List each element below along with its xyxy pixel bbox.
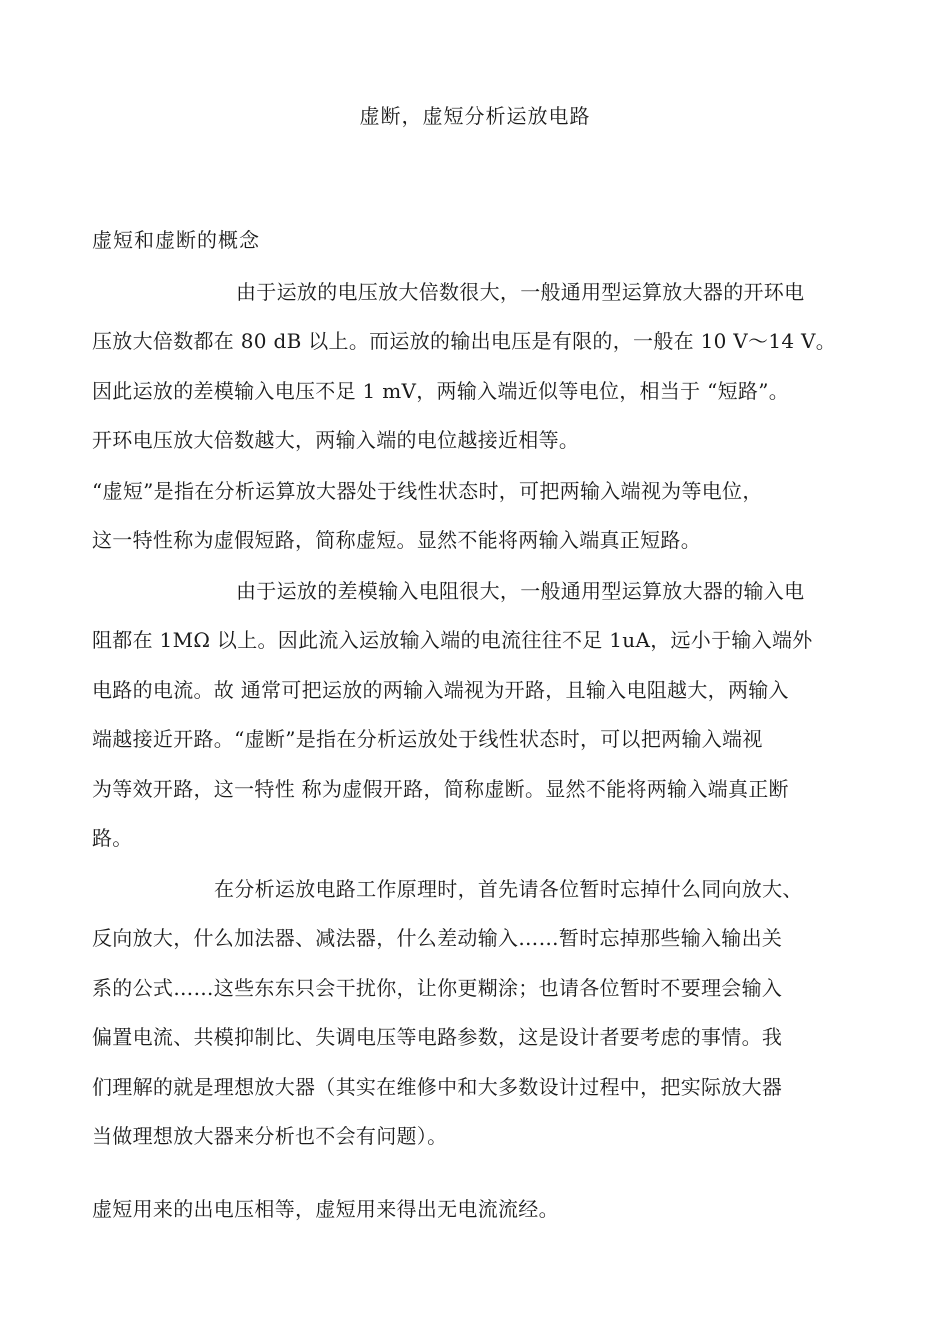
paragraph-line: 路。 bbox=[92, 826, 133, 850]
paragraph-line: 为等效开路，这一特性 称为虚假开路，简称虚断。显然不能将两输入端真正断 bbox=[92, 777, 789, 801]
paragraph-line: 们理解的就是理想放大器（其实在维修中和大多数设计过程中，把实际放大器 bbox=[92, 1075, 783, 1099]
paragraph-line: 由于运放的电压放大倍数很大，一般通用型运算放大器的开环电 bbox=[236, 280, 805, 304]
closing-line: 虚短用来的出电压相等，虚短用来得出无电流流经。 bbox=[92, 1197, 559, 1221]
section-heading: 虚短和虚断的概念 bbox=[92, 228, 260, 252]
paragraph-line: 这一特性称为虚假短路，简称虚短。显然不能将两输入端真正短路。 bbox=[92, 528, 701, 552]
paragraph-line: 因此运放的差模输入电压不足 1 mV，两输入端近似等电位，相当于 “短路”。 bbox=[92, 379, 790, 403]
paragraph-line: 电路的电流。故 通常可把运放的两输入端视为开路，且输入电阻越大，两输入 bbox=[92, 678, 789, 702]
document-title: 虚断，虚短分析运放电路 bbox=[359, 104, 591, 128]
paragraph-line: 在分析运放电路工作原理时，首先请各位暂时忘掉什么同向放大、 bbox=[214, 877, 803, 901]
paragraph-line: “虚短”是指在分析运算放大器处于线性状态时，可把两输入端视为等电位， bbox=[92, 479, 763, 503]
paragraph-line: 偏置电流、共模抑制比、失调电压等电路参数，这是设计者要考虑的事情。我 bbox=[92, 1025, 783, 1049]
paragraph-line: 端越接近开路。“虚断”是指在分析运放处于线性状态时，可以把两输入端视 bbox=[92, 727, 763, 751]
paragraph-line: 当做理想放大器来分析也不会有问题）。 bbox=[92, 1124, 448, 1148]
paragraph-line: 反向放大，什么加法器、减法器，什么差动输入……暂时忘掉那些输入输出关 bbox=[92, 926, 783, 950]
paragraph-line: 系的公式……这些东东只会干扰你，让你更糊涂；也请各位暂时不要理会输入 bbox=[92, 976, 783, 1000]
paragraph-line: 开环电压放大倍数越大，两输入端的电位越接近相等。 bbox=[92, 428, 580, 452]
paragraph-line: 压放大倍数都在 80 dB 以上。而运放的输出电压是有限的，一般在 10 V～14 V。 bbox=[92, 329, 837, 353]
paragraph-line: 由于运放的差模输入电阻很大，一般通用型运算放大器的输入电 bbox=[236, 579, 805, 603]
paragraph-line: 阻都在 1MΩ 以上。因此流入运放输入端的电流往往不足 1uA，远小于输入端外 bbox=[92, 628, 813, 652]
